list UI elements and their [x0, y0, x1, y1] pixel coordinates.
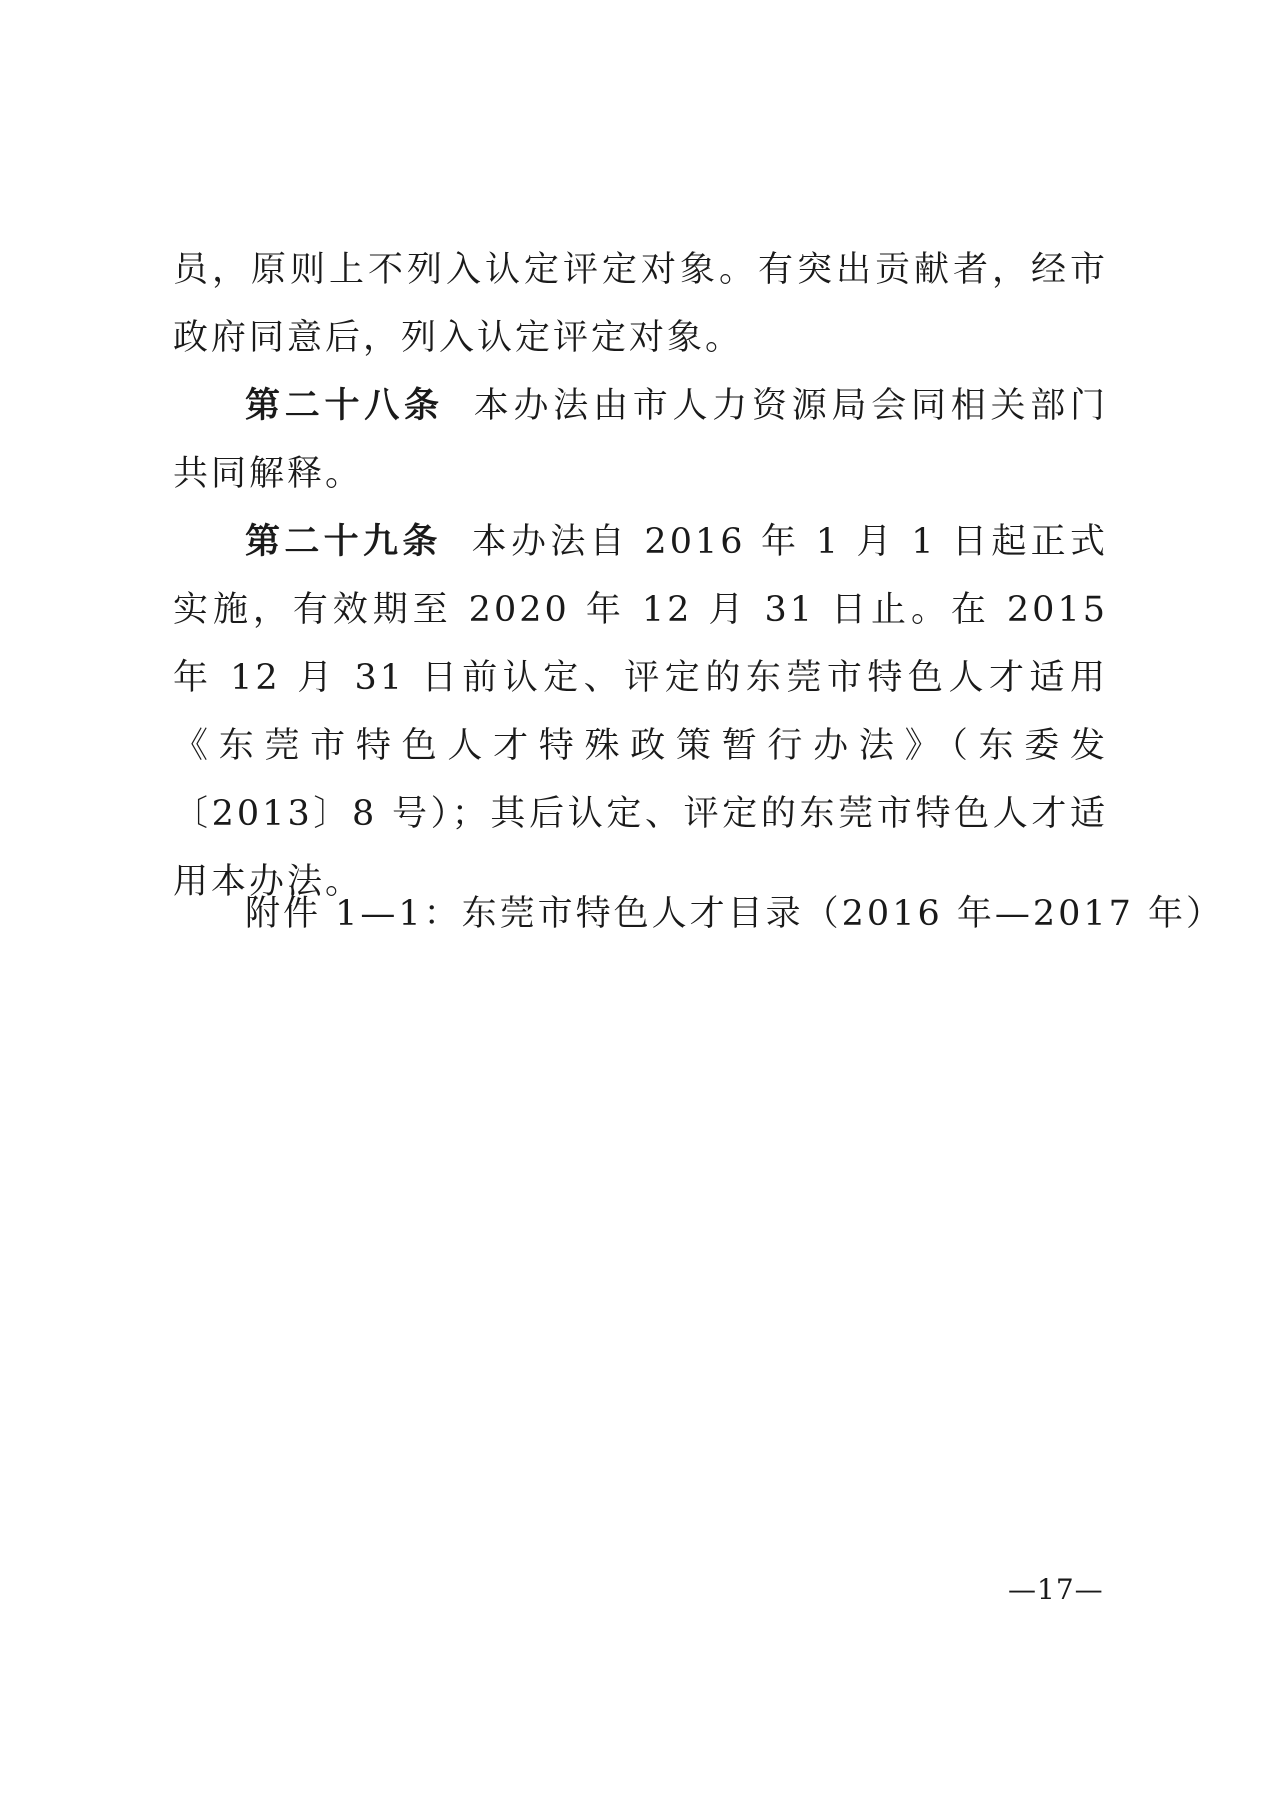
attachment-line: 附件 1—1：东莞市特色人才目录（2016 年—2017 年） [245, 894, 1225, 934]
paragraph-continuation [173, 236, 1108, 372]
article-number: 第二十八条 [245, 386, 444, 426]
article-number: 第二十九条 [245, 522, 442, 562]
page-number: —17— [1008, 1573, 1104, 1606]
paragraph-text: 员，原则上不列入认定评定对象。有突出贡献者，经市政府同意后，列入认定评定对象。 [173, 250, 1108, 358]
paragraph-text: 本办法由市人力资源局会同相关部门共同解释。 [173, 386, 1108, 494]
article-28 [173, 372, 1108, 508]
article-29 [173, 508, 1108, 916]
body-text [173, 236, 1108, 916]
paragraph-text: 本办法自 2016 年 1 月 1 日起正式实施，有效期至 2020 年 12 月 31 日止。在 2015 年 12 月 31 日前认定、评定的东莞市特色人才适用《东莞市特色人才特殊政策暂行办法》（东委发〔2013〕8 号）；其后认定、评定的东莞市特色人才适用本办法。 [173, 522, 1108, 902]
